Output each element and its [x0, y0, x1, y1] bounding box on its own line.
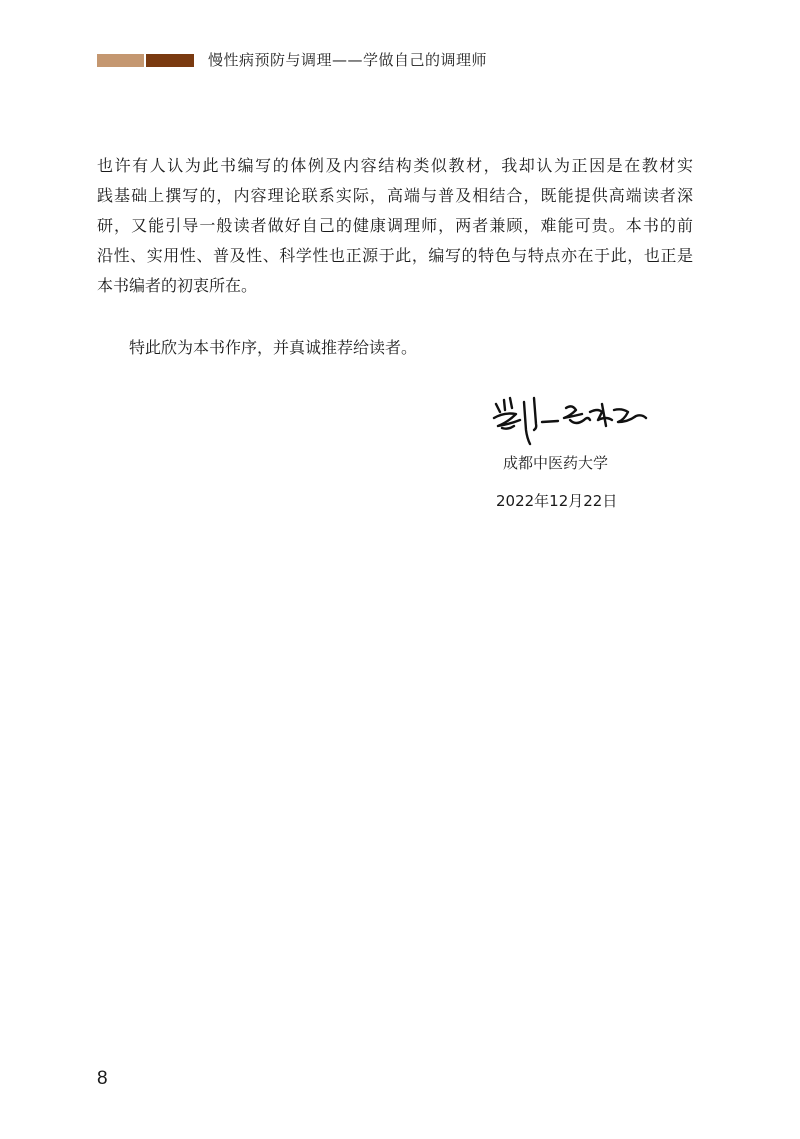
paragraph-1-line: 沿性、实用性、普及性、科学性也正源于此，编写的特色与特点亦在于此，也正是 — [97, 246, 693, 265]
signature-date: 2022年12月22日 — [496, 492, 618, 510]
paragraph-1-line: 本书编者的初衷所在。 — [97, 276, 258, 295]
paragraph-1 — [97, 151, 693, 301]
handwritten-signature — [490, 390, 650, 450]
page-number: 8 — [97, 1068, 108, 1089]
paragraph-1-line: 研，又能引导一般读者做好自己的健康调理师，两者兼顾，难能可贵。本书的前 — [97, 216, 693, 235]
signature-organization: 成都中医药大学 — [503, 454, 609, 472]
paragraph-1-line: 也许有人认为此书编写的体例及内容结构类似教材，我却认为正因是在教材实 — [97, 156, 693, 175]
paragraph-1-line: 践基础上撰写的，内容理论联系实际，高端与普及相结合，既能提供高端读者深 — [97, 186, 693, 205]
running-header-title: 慢性病预防与调理——学做自己的调理师 — [208, 51, 488, 69]
paragraph-2: 特此欣为本书作序，并真诚推荐给读者。 — [129, 338, 418, 357]
header-bar-light — [97, 54, 144, 67]
header-bar-dark — [146, 54, 194, 67]
